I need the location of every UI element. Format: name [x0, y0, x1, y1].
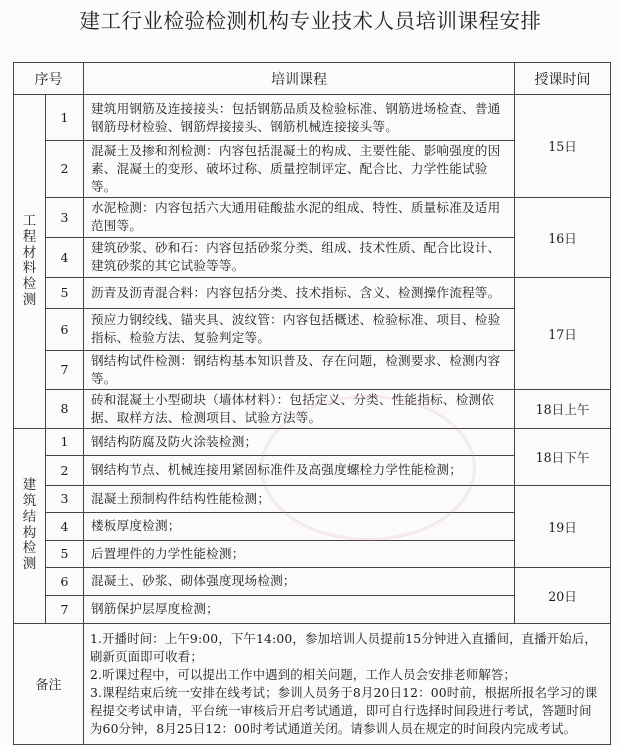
course-content: 混凝土及掺和剂检测：内容包括混凝土的构成、主要性能、影响强度的因素、混凝土的变形、破坏过称、质量控制评定、配合比、力学性能试验等。 [84, 141, 515, 198]
schedule-table [13, 62, 611, 745]
table-row [14, 485, 611, 512]
course-content: 楼板厚度检测； [84, 512, 515, 540]
course-content: 建筑用钢筋及连接接头：包括钢筋品质及检验标准、钢筋进场检查、普通钢筋母材检验、钢筋焊接接头、钢筋机械连接接头等。 [84, 95, 515, 141]
course-content: 预应力钢绞线、锚夹具、波纹管：内容包括概述、检验标准、项目、检验指标、检验方法、复验判定等。 [84, 308, 515, 350]
notes-cell [84, 623, 611, 744]
row-number: 1 [46, 95, 84, 141]
course-content: 沥青及沥青混合料：内容包括分类、技术指标、含义、检测操作流程等。 [84, 277, 515, 308]
row-number: 7 [46, 350, 84, 389]
course-content: 钢结构试件检测：钢结构基本知识普及、存在问题，检测要求、检测内容等。 [84, 350, 515, 389]
row-number: 8 [46, 389, 84, 428]
course-content: 钢筋保护层厚度检测； [84, 595, 515, 623]
time-cell: 16日 [515, 197, 611, 277]
note-item: 1.开播时间：上午9:00，下午14:00，参加培训人员提前15分钟进入直播间，直播开始后，刷新页面即可收看； [90, 630, 597, 664]
row-number: 6 [46, 308, 84, 350]
row-number: 2 [46, 141, 84, 198]
page-title: 建工行业检验检测机构专业技术人员培训课程安排 [79, 9, 542, 33]
row-number: 5 [46, 277, 84, 308]
row-number: 6 [46, 567, 84, 595]
time-cell: 18日下午 [515, 428, 611, 485]
time-cell: 19日 [515, 485, 611, 567]
row-number: 5 [46, 540, 84, 567]
table-row [14, 389, 611, 428]
course-content: 混凝土、砂浆、砌体强度现场检测； [84, 567, 515, 595]
row-number: 1 [46, 428, 84, 455]
course-content: 建筑砂浆、砂和石：内容包括砂浆分类、组成、技术性质、配合比设计、建筑砂浆的其它试验等等。 [84, 237, 515, 277]
course-content: 混凝土预制构件结构性能检测； [84, 485, 515, 512]
time-cell: 20日 [515, 567, 611, 623]
table-row [14, 567, 611, 595]
table-row [14, 95, 611, 141]
category-materials [14, 95, 46, 429]
course-content: 钢结构防腐及防火涂装检测； [84, 428, 515, 455]
header-seq: 序号 [14, 63, 84, 95]
course-content: 钢结构节点、机械连接用紧固标准件及高强度螺栓力学性能检测； [84, 455, 515, 485]
notes-label: 备注 [14, 623, 84, 744]
table-row [14, 277, 611, 308]
table-row [14, 428, 611, 455]
note-item: 3.课程结束后统一安排在线考试；参训人员务于8月20日12：00时前，根据所报名学习的课程提交考试申请，平台统一审核后开启考试通道，即可自行选择时间段进行考试，答题时间为60分钟，8月25日12：00时考试通道关闭。请参训人员在规定的时间段内完成考试。 [90, 684, 598, 736]
row-number: 4 [46, 512, 84, 540]
header-time: 授课时间 [515, 63, 611, 95]
row-number: 3 [46, 197, 84, 237]
category-label: 建筑结构检测 [22, 477, 37, 573]
notes-row [14, 623, 611, 744]
time-cell: 18日上午 [515, 389, 611, 428]
course-content: 后置埋件的力学性能检测； [84, 540, 515, 567]
header-course: 培训课程 [84, 63, 515, 95]
row-number: 7 [46, 595, 84, 623]
header-row [14, 63, 611, 95]
row-number: 2 [46, 455, 84, 485]
course-content: 水泥检测：内容包括六大通用硅酸盐水泥的组成、特性、质量标准及适用范围等。 [84, 197, 515, 237]
table-row [14, 197, 611, 237]
time-cell: 15日 [515, 95, 611, 198]
note-item: 2.听课过程中，可以提出工作中遇到的相关问题，工作人员会安排老师解答； [90, 666, 516, 682]
category-label: 工程材料检测 [22, 212, 37, 308]
row-number: 3 [46, 485, 84, 512]
course-content: 砖和混凝土小型砌块（墙体材料）：包括定义、分类、性能指标、检测依据、取样方法、检测项目、试验方法等。 [84, 389, 515, 428]
time-cell: 17日 [515, 277, 611, 389]
category-structures [14, 428, 46, 623]
row-number: 4 [46, 237, 84, 277]
